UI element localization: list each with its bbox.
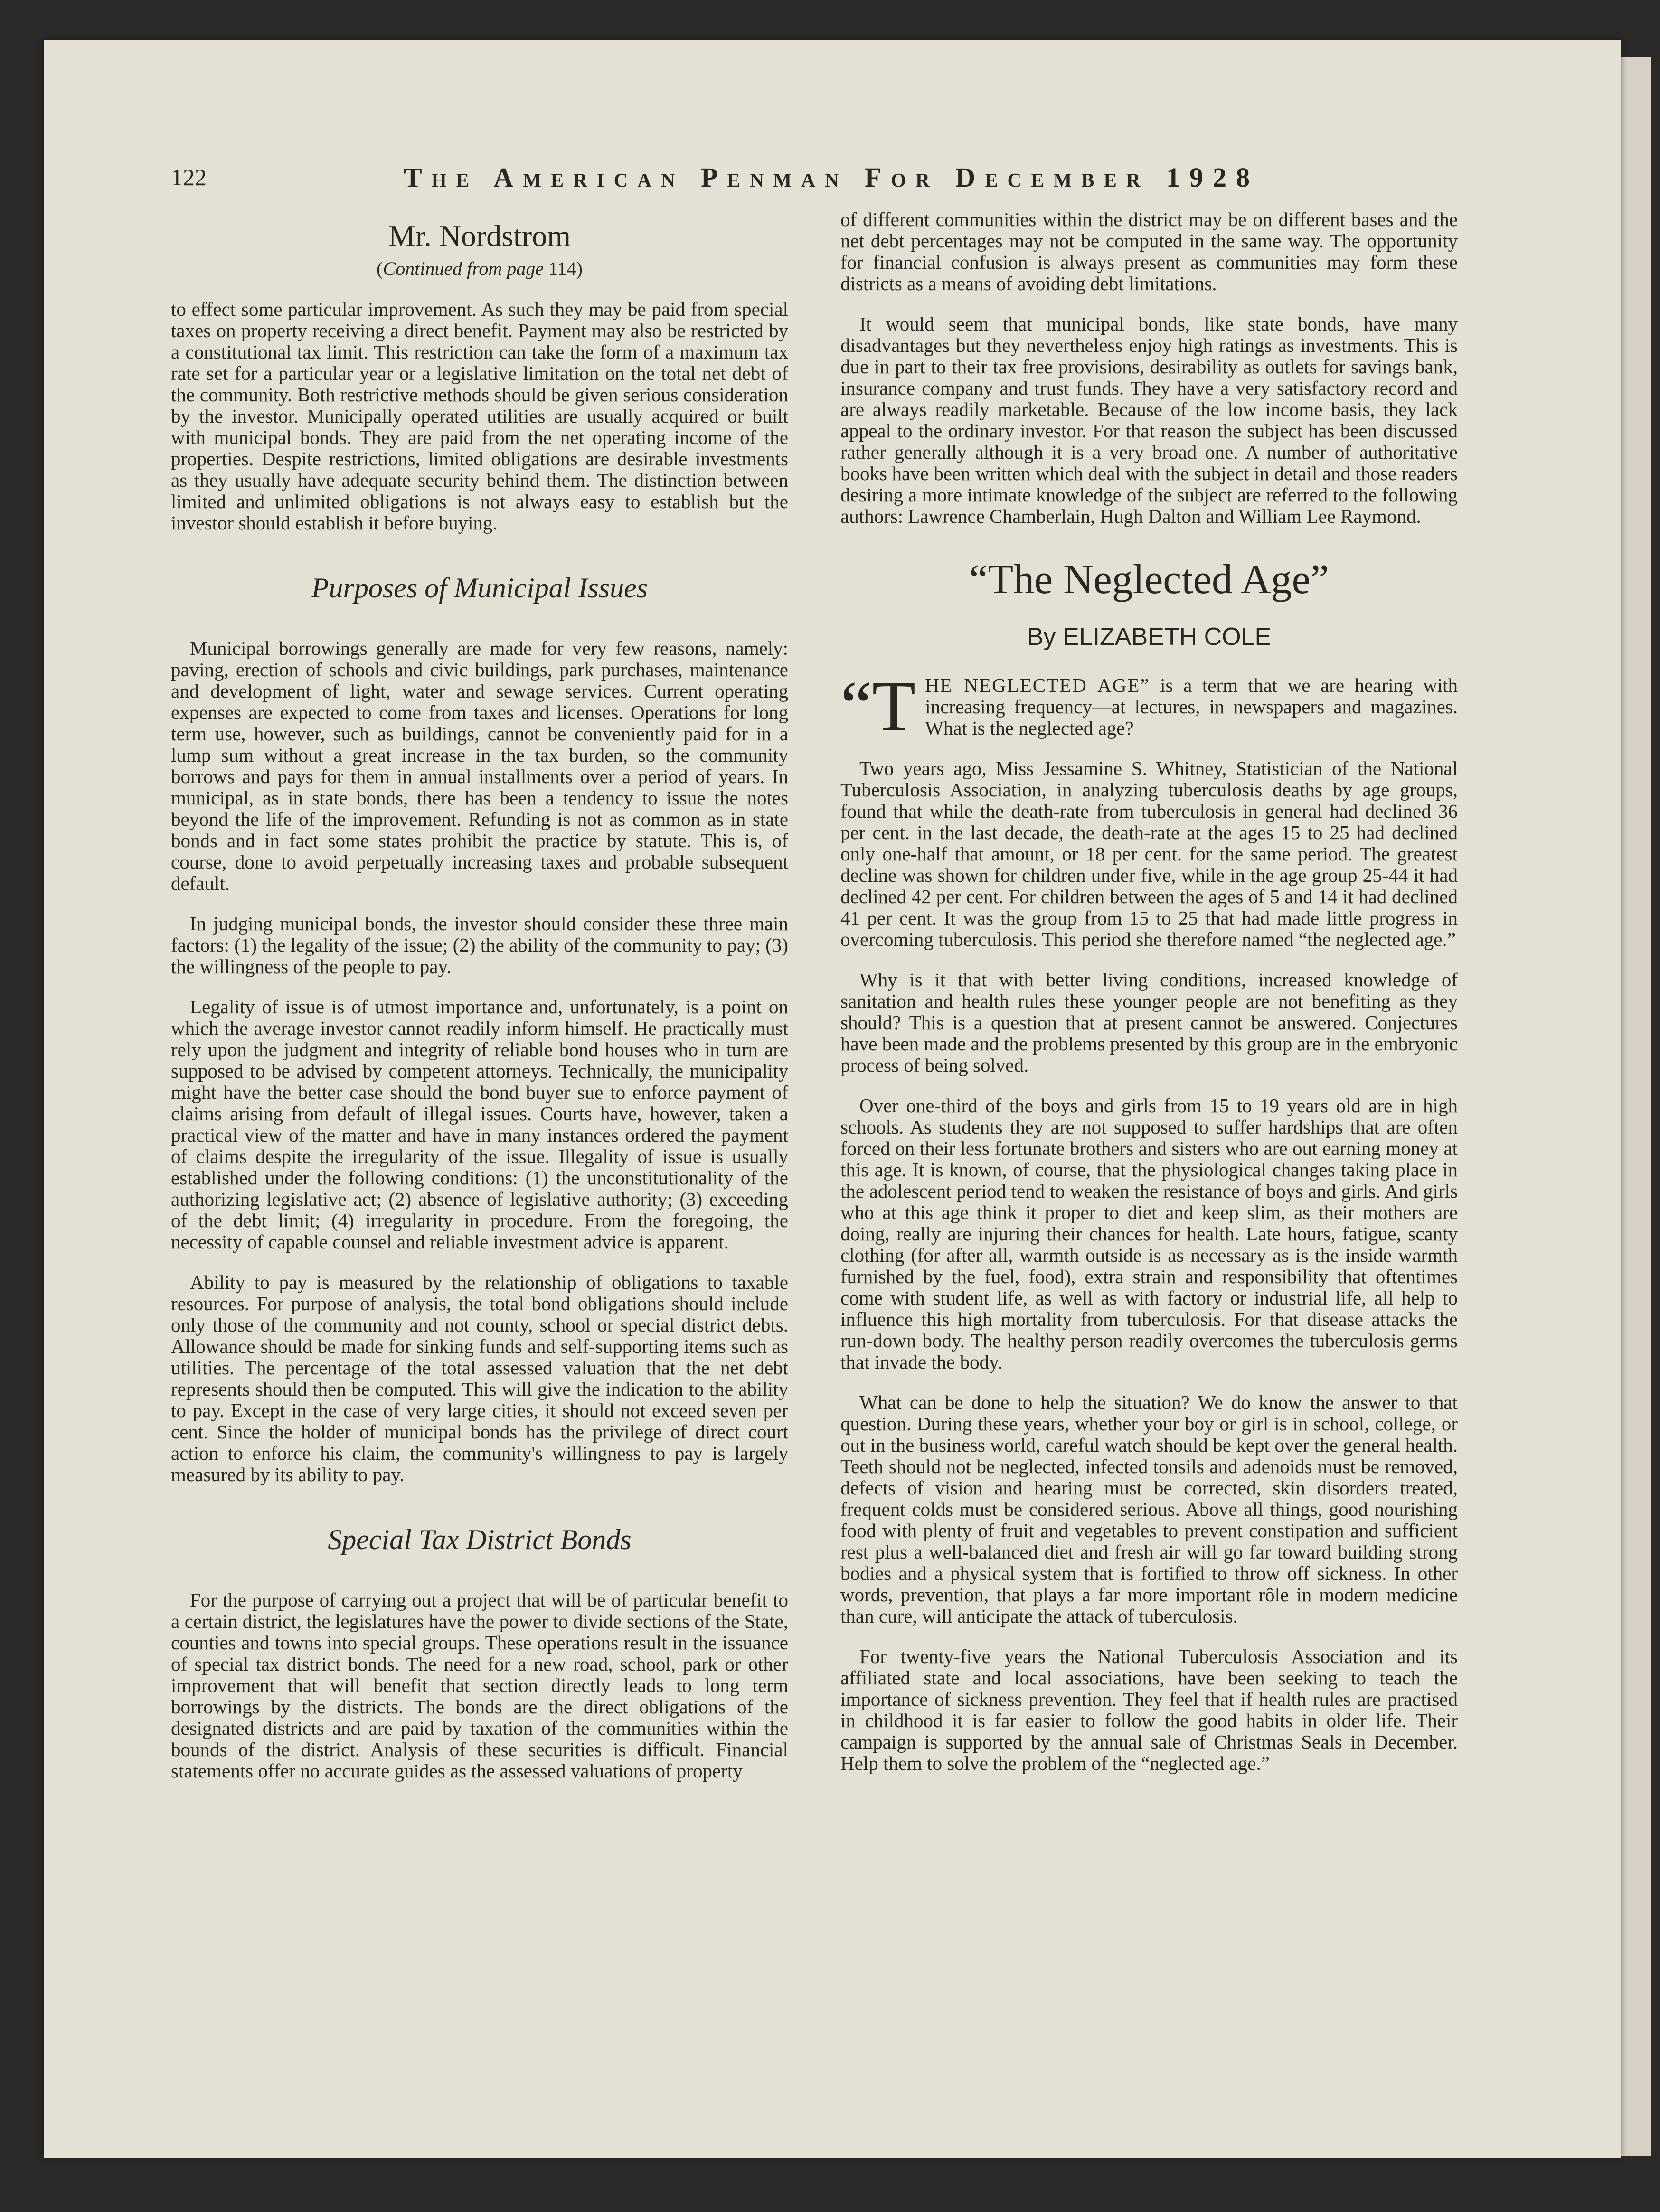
paragraph: Municipal borrowings generally are made for very few reasons, namely: paving, erection of schools and civic buildings, park purchases, maintenance and development of light, water and sewage services. Current operating expenses are expected to come from taxes and licenses. Operations for long term use, however, such as buildings, cannot be conveniently paid for in a lump sum without a great increase in the tax burden, so the community borrows and pays for them in annual installments over a period of years. In municipal, as in state bonds, there has been a tendency to issue the notes beyond the life of the improvement. Refunding is not as common as in state bonds and in fact some states prohibit the practice by statute. This is, of course, done to avoid perpetually increasing taxes and probable subsequent default.	[171, 637, 788, 894]
paragraph: For twenty-five years the National Tuberculosis Association and its affiliated state and local associations, have been seeking to teach the importance of sickness prevention. They feel that if health rules are practised in childhood it is far easier to follow the good habits in older life. Their campaign is supported by the annual sale of Christmas Seals in December. Help them to solve the problem of the “neglected age.”	[840, 1645, 1458, 1774]
paragraph: In judging municipal bonds, the investor should consider these three main factors: (1) the legality of the issue; (2) the ability of the community to pay; (3) the willingness of the people to pay.	[171, 913, 788, 977]
paragraph: of different communities within the district may be on different bases and the net debt percentages may not be computed in the same way. The opportunity for financial confusion is always present as communities may form these districts as a means of avoiding debt limitations.	[840, 208, 1458, 294]
subhead-special-tax: Special Tax District Bonds	[328, 1524, 632, 1555]
continued-label: Continued from page	[383, 258, 544, 279]
paragraph: Over one-third of the boys and girls from 15 to 19 years old are in high schools. As students they are not supposed to suffer hardships that are often forced on their less fortunate brothers and sisters who are out earning money at this age. It is known, of course, that the physiological changes taking place in the adolescent period tend to weaken the resistance of boys and girls. And girls who at this age think it proper to diet and keep slim, as their mothers are doing, really are injuring their chances for health. Late hours, fatigue, scanty clothing (for after all, warmth outside is as necessary as is the inside warmth furnished by the fuel, food), extra strain and responsibility that oftentimes come with student life, as well as with factory or industrial life, all help to influence this high mortality from tuberculosis. For that disease attacks the run-down body. The healthy person readily overcomes the tuberculosis germs that invade the body.	[840, 1095, 1458, 1373]
lead-caps: HE NEGLECTED AGE”	[925, 674, 1150, 696]
paragraph: Why is it that with better living conditions, increased knowledge of sanitation and health rules these younger people are not benefiting as they should? This is a question that at present cannot be answered. Conjectures have been made and the problems presented by this group are in the embryonic process of being solved.	[840, 969, 1458, 1076]
lead-rest: is a term that we are hearing with increasing frequency—at lectures, in newspapers and magazines. What is the neglected age?	[925, 674, 1458, 739]
paragraph: Two years ago, Miss Jessamine S. Whitney, Statistician of the National Tuberculosis Association, in analyzing tuberculosis deaths by age groups, found that while the death-rate from tuberculosis in general had declined 36 per cent. in the last decade, the death-rate at the ages 15 to 25 had declined only one-half that amount, or 18 per cent. for the same period. The greatest decline was shown for children under five, while in the age group 25-44 it had declined 42 per cent. For children between the ages of 5 and 14 it had declined 41 per cent. It was the group from 15 to 25 that had made little progress in overcoming tuberculosis. This period she therefore named “the neglected age.”	[840, 757, 1458, 950]
page-header	[171, 161, 1491, 199]
running-title: The American Penman For December 1928	[404, 162, 1259, 193]
left-column	[171, 209, 788, 1801]
paragraph: Ability to pay is measured by the relationship of obligations to taxable resources. For purpose of analysis, the total bond obligations should include only those of the community and not county, school or special district debts. Allowance should be made for sinking funds and self-supporting items such as utilities. The percentage of the total assessed valuation that the net debt represents should then be computed. This will give the indication to the ability to pay. Except in the case of very large cities, it should not exceed seven per cent. Since the holder of municipal bonds has the privilege of direct court action to enforce his claim, the community's willingness to pay is largely measured by its ability to pay.	[171, 1271, 788, 1485]
drop-cap: “T	[840, 667, 916, 746]
article-title: “The Neglected Age”	[969, 557, 1329, 603]
right-column	[840, 209, 1458, 1793]
continued-note: (Continued from page 114)	[377, 258, 583, 279]
paragraph: What can be done to help the situation? We do know the answer to that question. During these years, whether your boy or girl is in school, college, or out in the business world, careful watch should be kept over the general health. Teeth should not be neglected, infected tonsils and adenoids must be removed, defects of vision and hearing must be corrected, skin disorders treated, frequent colds must be considered serious. Above all things, good nourishing food with plenty of fruit and vegetables to prevent constipation and sufficient rest plus a well-balanced diet and fresh air will go far toward building strong bodies and a physical system that is fortified to throw off sickness. In other words, prevention, that plays a far more important rôle in modern medicine than cure, will anticipate the attack of tuberculosis.	[840, 1391, 1458, 1627]
intro-paragraph: to effect some particular improvement. As such they may be paid from special taxes on property receiving a direct benefit. Payment may also be restricted by a constitutional tax limit. This restriction can take the form of a maximum tax rate set for a particular year or a legislative limitation on the total net debt of the community. Both restrictive methods should be given serious consideration by the investor. Municipally operated utilities are usually acquired or built with municipal bonds. They are paid from the net operating income of the properties. Despite restrictions, limited obligations are desirable investments as they usually have adequate security behind them. The distinction between limited and unlimited obligations is not always easy to establish but the investor should establish it before buying.	[171, 298, 788, 534]
subhead-purposes: Purposes of Municipal Issues	[311, 572, 648, 604]
article-byline: By ELIZABETH COLE	[1027, 623, 1272, 651]
lead-paragraph	[840, 667, 1458, 746]
continued-page: 114	[548, 258, 576, 279]
paragraph: It would seem that municipal bonds, like state bonds, have many disadvantages but they nevertheless enjoy high ratings as investments. This is due in part to their tax free provisions, desirability as outlets for savings bank, insurance company and trust funds. They have a very satisfactory record and are always readily marketable. Because of the low income basis, they lack appeal to the ordinary investor. For that reason the subject has been discussed rather generally although it is a very broad one. A number of authoritative books have been written which deal with the subject in detail and those readers desiring a more intimate knowledge of the subject are referred to the following authors: Lawrence Chamberlain, Hugh Dalton and William Lee Raymond.	[840, 313, 1458, 527]
page-number: 122	[171, 164, 207, 190]
paragraph: Legality of issue is of utmost importance and, unfortunately, is a point on which the average investor cannot readily inform himself. He practically must rely upon the judgment and integrity of reliable bond houses who in turn are supposed to be advised by competent attorneys. Technically, the municipality might have the better case should the bond buyer sue to enforce payment of claims arising from default of illegal issues. Courts have, however, taken a practical view of the matter and have in many instances ordered the payment of claims despite the irregularity of the issue. Illegality of issue is usually established under the following conditions: (1) the unconstitutionality of the authorizing legislative act; (2) absence of legislative authority; (3) exceeding of the debt limit; (4) irregularity in procedure. From the foregoing, the necessity of capable counsel and reliable investment advice is apparent.	[171, 996, 788, 1253]
section-title: Mr. Nordstrom	[388, 219, 571, 253]
paragraph: For the purpose of carrying out a project that will be of particular benefit to a certain district, the legislatures have the power to divide sections of the State, counties and towns into special groups. These operations result in the issuance of special tax district bonds. The need for a new road, school, park or other improvement that will benefit that section directly leads to long term borrowings by the districts. The bonds are the direct obligations of the designated districts and are paid by taxation of the communities within the bounds of the district. Analysis of these securities is difficult. Financial statements offer no accurate guides as the assessed valuations of property	[171, 1589, 788, 1782]
